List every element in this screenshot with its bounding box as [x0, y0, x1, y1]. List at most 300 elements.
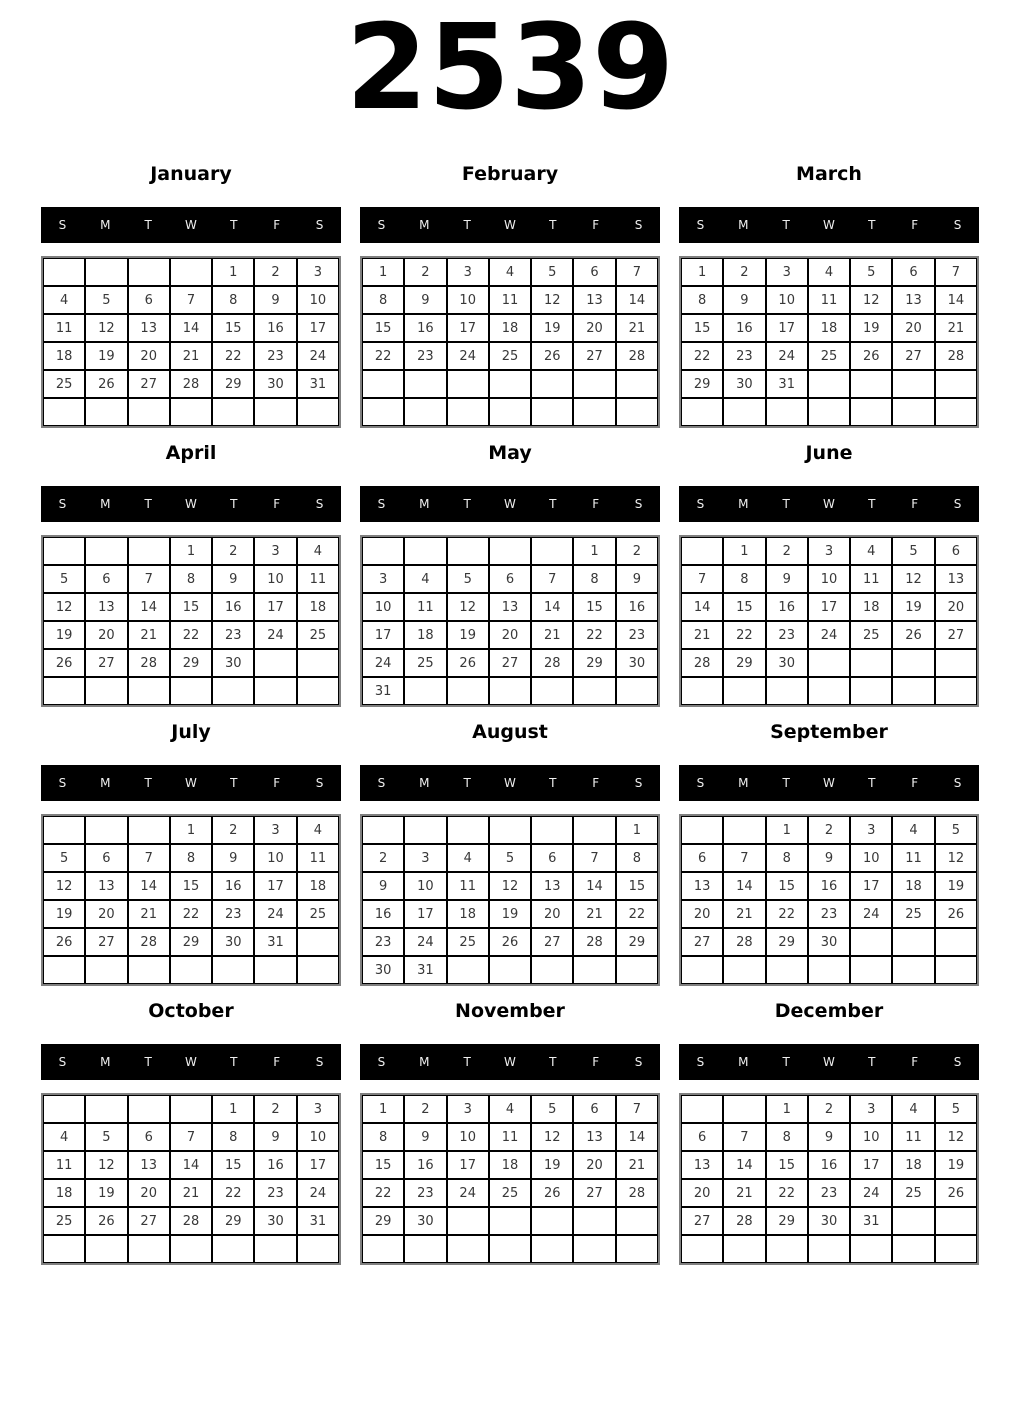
dow-label: W — [823, 497, 835, 511]
day-cell: 12 — [531, 1123, 573, 1151]
dow-label: M — [419, 218, 430, 232]
day-cell: 21 — [616, 314, 658, 342]
day-cell: 25 — [489, 342, 531, 370]
day-cell: 24 — [254, 900, 296, 928]
day-cell: 27 — [531, 928, 573, 956]
day-cell: 1 — [681, 258, 723, 286]
day-cell: 8 — [766, 1123, 808, 1151]
month-title: October — [148, 1000, 234, 1022]
day-cell: 14 — [170, 1151, 212, 1179]
day-cell: 13 — [573, 286, 615, 314]
day-cell: 3 — [254, 816, 296, 844]
day-cell: 27 — [681, 1207, 723, 1235]
day-cell: 29 — [170, 928, 212, 956]
dow-label: T — [782, 1055, 790, 1069]
day-cell: 11 — [447, 872, 489, 900]
day-cell: 30 — [808, 1207, 850, 1235]
dow-header-row — [679, 1044, 979, 1080]
day-cell: 3 — [404, 844, 446, 872]
day-cell: 10 — [297, 286, 339, 314]
day-cell: 12 — [531, 286, 573, 314]
dow-label: F — [911, 497, 919, 511]
day-cell: 3 — [766, 258, 808, 286]
day-cell: 9 — [404, 286, 446, 314]
day-cell: 7 — [723, 844, 765, 872]
day-cell: 17 — [447, 1151, 489, 1179]
dow-label: T — [144, 776, 152, 790]
day-cell: 29 — [212, 1207, 254, 1235]
dow-label: S — [634, 497, 643, 511]
day-cell: 8 — [212, 286, 254, 314]
day-cell: 5 — [935, 1095, 977, 1123]
dow-label: S — [696, 1055, 705, 1069]
dow-label: S — [696, 776, 705, 790]
day-cell: 26 — [489, 928, 531, 956]
day-cell: 27 — [128, 370, 170, 398]
dow-label: T — [549, 1055, 557, 1069]
empty-day-cell — [447, 1207, 489, 1235]
month-date-grid — [360, 256, 660, 428]
dow-label: T — [230, 218, 238, 232]
day-cell: 30 — [212, 928, 254, 956]
day-cell: 23 — [404, 342, 446, 370]
empty-day-cell — [170, 1095, 212, 1123]
day-cell: 14 — [616, 1123, 658, 1151]
month-block — [41, 997, 341, 1265]
day-cell: 8 — [723, 565, 765, 593]
empty-day-cell — [128, 816, 170, 844]
day-cell: 7 — [723, 1123, 765, 1151]
day-cell: 4 — [808, 258, 850, 286]
day-cell: 10 — [447, 286, 489, 314]
dow-label: T — [463, 1055, 471, 1069]
empty-day-cell — [297, 398, 339, 426]
empty-day-cell — [362, 816, 404, 844]
day-cell: 11 — [489, 1123, 531, 1151]
day-cell: 28 — [128, 649, 170, 677]
day-cell: 12 — [85, 1151, 127, 1179]
day-cell: 22 — [212, 1179, 254, 1207]
empty-day-cell — [447, 398, 489, 426]
empty-day-cell — [935, 649, 977, 677]
day-cell: 22 — [766, 1179, 808, 1207]
month-date-grid — [679, 1093, 979, 1265]
day-cell: 24 — [297, 1179, 339, 1207]
day-cell: 19 — [935, 872, 977, 900]
day-cell: 10 — [254, 565, 296, 593]
day-cell: 27 — [489, 649, 531, 677]
day-cell: 10 — [362, 593, 404, 621]
empty-day-cell — [935, 398, 977, 426]
day-cell: 19 — [892, 593, 934, 621]
empty-day-cell — [723, 1235, 765, 1263]
dow-label: T — [782, 776, 790, 790]
dow-label: S — [315, 1055, 324, 1069]
day-cell: 27 — [128, 1207, 170, 1235]
dow-label: M — [738, 497, 749, 511]
month-date-grid — [41, 535, 341, 707]
empty-day-cell — [766, 677, 808, 705]
day-cell: 10 — [808, 565, 850, 593]
day-cell: 18 — [892, 872, 934, 900]
day-cell: 10 — [297, 1123, 339, 1151]
empty-day-cell — [573, 816, 615, 844]
day-cell: 9 — [362, 872, 404, 900]
day-cell: 20 — [489, 621, 531, 649]
day-cell: 6 — [128, 286, 170, 314]
day-cell: 4 — [892, 1095, 934, 1123]
empty-day-cell — [447, 1235, 489, 1263]
month-date-grid — [41, 1093, 341, 1265]
empty-day-cell — [170, 258, 212, 286]
day-cell: 14 — [170, 314, 212, 342]
empty-day-cell — [447, 370, 489, 398]
empty-day-cell — [808, 398, 850, 426]
empty-day-cell — [404, 1235, 446, 1263]
day-cell: 3 — [297, 1095, 339, 1123]
dow-header-row — [360, 486, 660, 522]
empty-day-cell — [892, 1235, 934, 1263]
empty-day-cell — [254, 956, 296, 984]
empty-day-cell — [85, 398, 127, 426]
dow-label: T — [549, 497, 557, 511]
day-cell: 18 — [808, 314, 850, 342]
day-cell: 28 — [531, 649, 573, 677]
day-cell: 1 — [766, 1095, 808, 1123]
dow-label: S — [634, 218, 643, 232]
day-cell: 18 — [43, 342, 85, 370]
day-cell: 25 — [447, 928, 489, 956]
day-cell: 28 — [723, 1207, 765, 1235]
day-cell: 17 — [850, 1151, 892, 1179]
day-cell: 9 — [254, 1123, 296, 1151]
day-cell: 26 — [935, 1179, 977, 1207]
day-cell: 26 — [531, 342, 573, 370]
day-cell: 25 — [892, 1179, 934, 1207]
empty-day-cell — [850, 398, 892, 426]
month-date-grid — [360, 814, 660, 986]
empty-day-cell — [892, 1207, 934, 1235]
dow-label: T — [549, 218, 557, 232]
day-cell: 2 — [212, 537, 254, 565]
day-cell: 7 — [170, 1123, 212, 1151]
day-cell: 3 — [850, 816, 892, 844]
empty-day-cell — [85, 956, 127, 984]
empty-day-cell — [616, 398, 658, 426]
day-cell: 23 — [616, 621, 658, 649]
day-cell: 6 — [892, 258, 934, 286]
month-title: December — [774, 1000, 884, 1022]
day-cell: 30 — [212, 649, 254, 677]
empty-day-cell — [850, 370, 892, 398]
day-cell: 13 — [531, 872, 573, 900]
empty-day-cell — [892, 928, 934, 956]
day-cell: 10 — [850, 1123, 892, 1151]
month-title: April — [165, 442, 217, 464]
empty-day-cell — [254, 398, 296, 426]
day-cell: 14 — [616, 286, 658, 314]
dow-label: W — [185, 497, 197, 511]
day-cell: 29 — [723, 649, 765, 677]
day-cell: 12 — [935, 844, 977, 872]
day-cell: 14 — [723, 872, 765, 900]
day-cell: 19 — [531, 1151, 573, 1179]
day-cell: 4 — [297, 816, 339, 844]
day-cell: 8 — [362, 1123, 404, 1151]
day-cell: 30 — [254, 370, 296, 398]
day-cell: 28 — [681, 649, 723, 677]
day-cell: 17 — [447, 314, 489, 342]
day-cell: 29 — [766, 1207, 808, 1235]
dow-label: T — [144, 218, 152, 232]
dow-label: S — [953, 497, 962, 511]
day-cell: 22 — [616, 900, 658, 928]
empty-day-cell — [850, 649, 892, 677]
day-cell: 25 — [297, 900, 339, 928]
day-cell: 5 — [447, 565, 489, 593]
day-cell: 19 — [85, 1179, 127, 1207]
month-title: March — [796, 163, 862, 185]
day-cell: 12 — [489, 872, 531, 900]
empty-day-cell — [531, 816, 573, 844]
month-date-grid — [679, 814, 979, 986]
month-block — [360, 718, 660, 986]
empty-day-cell — [616, 1235, 658, 1263]
day-cell: 28 — [128, 928, 170, 956]
day-cell: 12 — [43, 593, 85, 621]
day-cell: 23 — [212, 621, 254, 649]
day-cell: 18 — [43, 1179, 85, 1207]
month-block — [360, 160, 660, 428]
empty-day-cell — [404, 677, 446, 705]
day-cell: 4 — [297, 537, 339, 565]
day-cell: 16 — [212, 593, 254, 621]
dow-label: F — [911, 776, 919, 790]
day-cell: 20 — [128, 1179, 170, 1207]
empty-day-cell — [128, 537, 170, 565]
empty-day-cell — [681, 537, 723, 565]
empty-day-cell — [723, 1095, 765, 1123]
day-cell: 26 — [892, 621, 934, 649]
day-cell: 4 — [850, 537, 892, 565]
day-cell: 15 — [723, 593, 765, 621]
day-cell: 3 — [808, 537, 850, 565]
day-cell: 13 — [128, 1151, 170, 1179]
day-cell: 6 — [128, 1123, 170, 1151]
day-cell: 18 — [489, 1151, 531, 1179]
month-title: January — [150, 163, 232, 185]
dow-header-row — [679, 207, 979, 243]
dow-label: T — [463, 776, 471, 790]
day-cell: 18 — [892, 1151, 934, 1179]
month-block — [679, 160, 979, 428]
month-block — [360, 439, 660, 707]
day-cell: 10 — [766, 286, 808, 314]
empty-day-cell — [404, 398, 446, 426]
day-cell: 22 — [212, 342, 254, 370]
day-cell: 6 — [681, 1123, 723, 1151]
day-cell: 8 — [573, 565, 615, 593]
empty-day-cell — [681, 816, 723, 844]
day-cell: 29 — [212, 370, 254, 398]
day-cell: 24 — [254, 621, 296, 649]
day-cell: 1 — [170, 537, 212, 565]
day-cell: 13 — [85, 872, 127, 900]
day-cell: 22 — [573, 621, 615, 649]
empty-day-cell — [681, 956, 723, 984]
day-cell: 1 — [212, 258, 254, 286]
empty-day-cell — [850, 928, 892, 956]
empty-day-cell — [808, 370, 850, 398]
day-cell: 6 — [681, 844, 723, 872]
day-cell: 23 — [404, 1179, 446, 1207]
empty-day-cell — [447, 956, 489, 984]
dow-label: W — [185, 218, 197, 232]
day-cell: 14 — [128, 872, 170, 900]
dow-label: W — [504, 218, 516, 232]
empty-day-cell — [573, 398, 615, 426]
day-cell: 9 — [212, 844, 254, 872]
day-cell: 4 — [489, 1095, 531, 1123]
empty-day-cell — [723, 677, 765, 705]
month-title: September — [770, 721, 888, 743]
day-cell: 15 — [362, 1151, 404, 1179]
day-cell: 15 — [170, 593, 212, 621]
day-cell: 11 — [297, 565, 339, 593]
day-cell: 16 — [616, 593, 658, 621]
day-cell: 30 — [723, 370, 765, 398]
dow-label: F — [592, 776, 600, 790]
day-cell: 7 — [573, 844, 615, 872]
day-cell: 25 — [892, 900, 934, 928]
dow-label: M — [738, 218, 749, 232]
day-cell: 9 — [254, 286, 296, 314]
day-cell: 13 — [681, 1151, 723, 1179]
dow-label: S — [58, 218, 67, 232]
month-block — [41, 718, 341, 986]
day-cell: 23 — [254, 342, 296, 370]
month-date-grid — [360, 1093, 660, 1265]
empty-day-cell — [935, 677, 977, 705]
dow-label: S — [953, 1055, 962, 1069]
empty-day-cell — [297, 956, 339, 984]
day-cell: 21 — [170, 1179, 212, 1207]
day-cell: 9 — [808, 1123, 850, 1151]
day-cell: 10 — [254, 844, 296, 872]
empty-day-cell — [85, 258, 127, 286]
empty-day-cell — [128, 1235, 170, 1263]
day-cell: 1 — [723, 537, 765, 565]
empty-day-cell — [935, 1235, 977, 1263]
day-cell: 13 — [85, 593, 127, 621]
empty-day-cell — [85, 1235, 127, 1263]
empty-day-cell — [681, 398, 723, 426]
day-cell: 27 — [573, 1179, 615, 1207]
day-cell: 31 — [297, 1207, 339, 1235]
day-cell: 24 — [850, 1179, 892, 1207]
day-cell: 20 — [85, 621, 127, 649]
empty-day-cell — [531, 370, 573, 398]
day-cell: 3 — [297, 258, 339, 286]
dow-label: S — [315, 218, 324, 232]
dow-label: W — [504, 776, 516, 790]
month-title: July — [171, 721, 211, 743]
dow-label: M — [100, 218, 111, 232]
day-cell: 14 — [681, 593, 723, 621]
day-cell: 6 — [85, 565, 127, 593]
month-block — [679, 997, 979, 1265]
day-cell: 11 — [892, 1123, 934, 1151]
day-cell: 12 — [85, 314, 127, 342]
day-cell: 18 — [297, 872, 339, 900]
day-cell: 20 — [681, 900, 723, 928]
day-cell: 20 — [531, 900, 573, 928]
dow-label: T — [144, 1055, 152, 1069]
dow-label: T — [868, 776, 876, 790]
dow-label: M — [738, 1055, 749, 1069]
empty-day-cell — [254, 649, 296, 677]
empty-day-cell — [808, 1235, 850, 1263]
dow-label: S — [377, 218, 386, 232]
month-block — [41, 439, 341, 707]
day-cell: 2 — [404, 1095, 446, 1123]
empty-day-cell — [128, 398, 170, 426]
day-cell: 9 — [808, 844, 850, 872]
empty-day-cell — [362, 1235, 404, 1263]
day-cell: 6 — [85, 844, 127, 872]
empty-day-cell — [170, 398, 212, 426]
day-cell: 14 — [935, 286, 977, 314]
day-cell: 9 — [723, 286, 765, 314]
empty-day-cell — [850, 1235, 892, 1263]
day-cell: 30 — [766, 649, 808, 677]
day-cell: 7 — [128, 565, 170, 593]
day-cell: 12 — [850, 286, 892, 314]
day-cell: 4 — [43, 286, 85, 314]
day-cell: 17 — [404, 900, 446, 928]
day-cell: 21 — [616, 1151, 658, 1179]
day-cell: 8 — [362, 286, 404, 314]
day-cell: 12 — [447, 593, 489, 621]
day-cell: 28 — [616, 342, 658, 370]
empty-day-cell — [892, 677, 934, 705]
day-cell: 6 — [935, 537, 977, 565]
day-cell: 4 — [447, 844, 489, 872]
day-cell: 27 — [85, 928, 127, 956]
month-block — [360, 997, 660, 1265]
dow-label: F — [273, 776, 281, 790]
day-cell: 26 — [85, 1207, 127, 1235]
empty-day-cell — [892, 649, 934, 677]
day-cell: 3 — [254, 537, 296, 565]
empty-day-cell — [212, 677, 254, 705]
empty-day-cell — [489, 677, 531, 705]
day-cell: 1 — [170, 816, 212, 844]
dow-label: S — [377, 497, 386, 511]
day-cell: 26 — [531, 1179, 573, 1207]
empty-day-cell — [85, 677, 127, 705]
empty-day-cell — [573, 956, 615, 984]
empty-day-cell — [808, 956, 850, 984]
day-cell: 1 — [573, 537, 615, 565]
empty-day-cell — [43, 1095, 85, 1123]
day-cell: 28 — [170, 370, 212, 398]
day-cell: 18 — [447, 900, 489, 928]
day-cell: 27 — [892, 342, 934, 370]
empty-day-cell — [681, 677, 723, 705]
empty-day-cell — [43, 258, 85, 286]
day-cell: 29 — [681, 370, 723, 398]
